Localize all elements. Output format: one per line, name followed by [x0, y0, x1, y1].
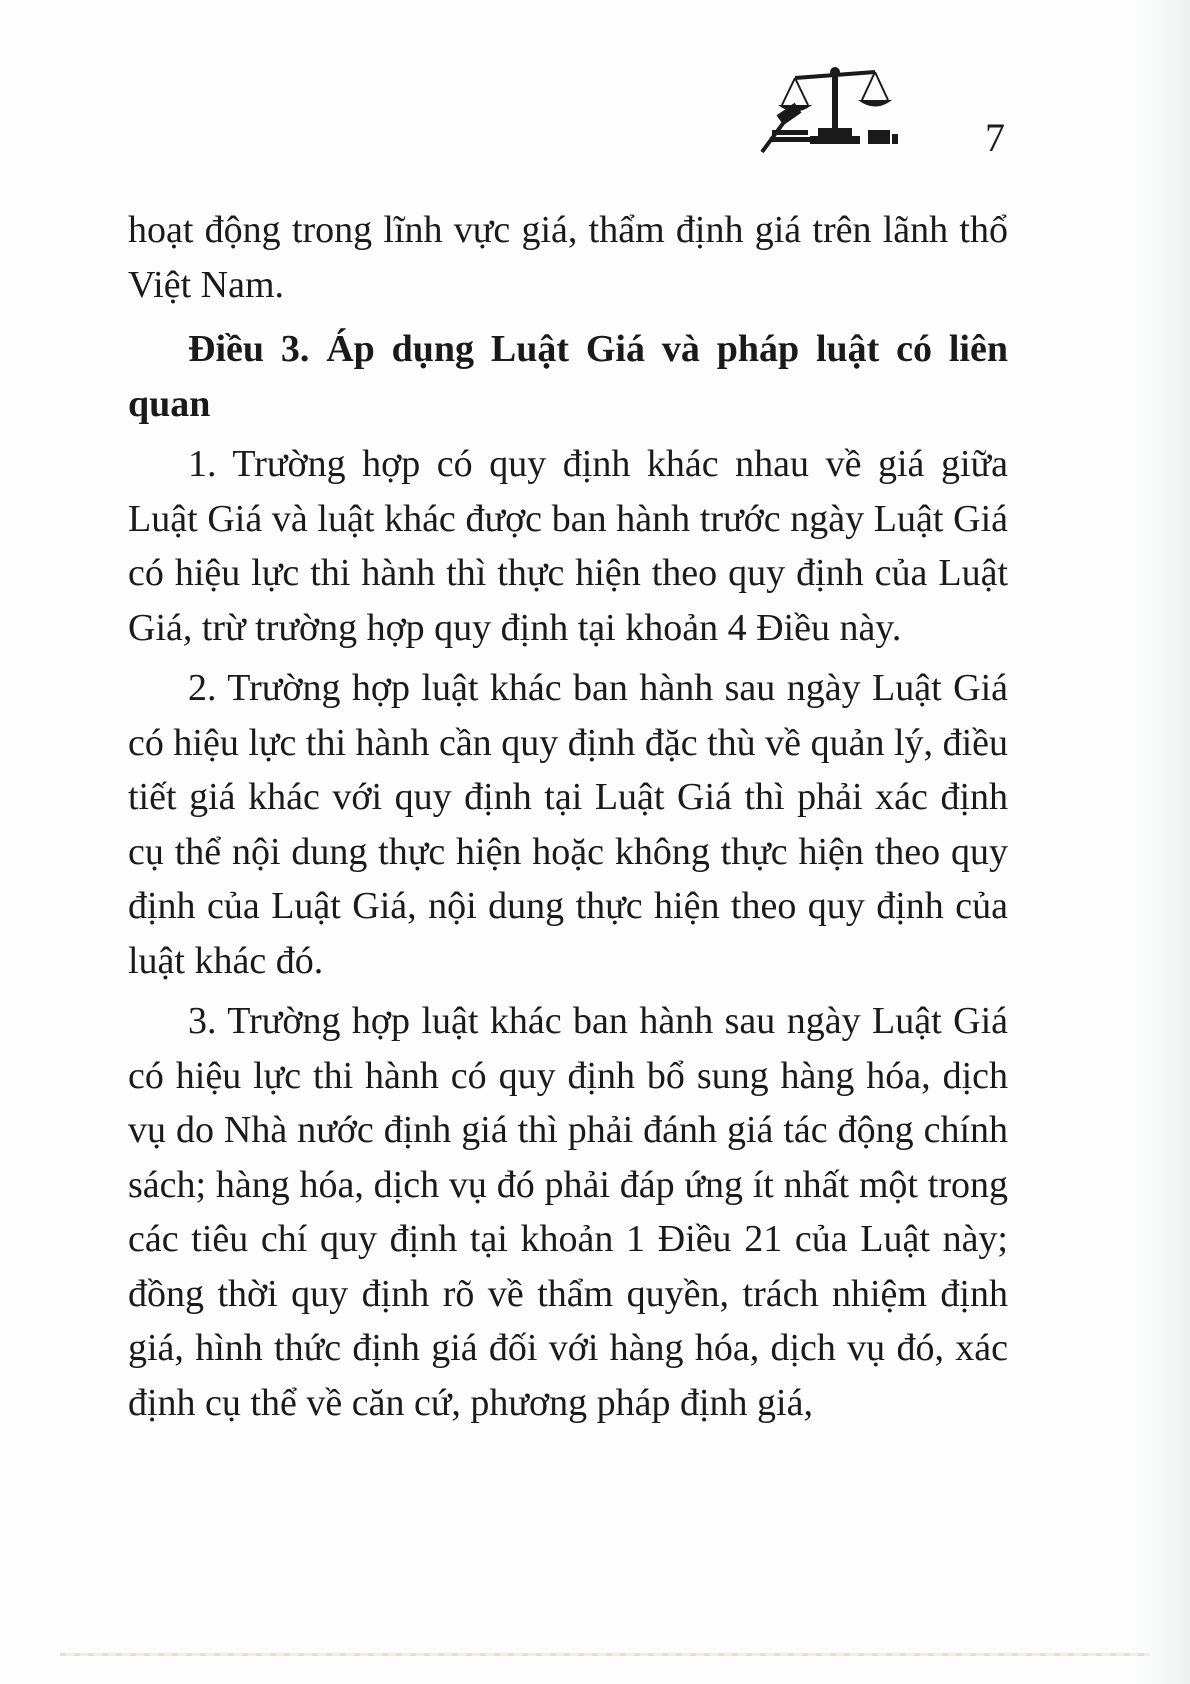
body-text — [128, 203, 1008, 1430]
scales-of-justice-and-gavel-icon — [760, 60, 910, 160]
paragraph-continuation: hoạt động trong lĩnh vực giá, thẩm định giá trên lãnh thổ Việt Nam. — [128, 209, 1008, 306]
clause-2: 2. Trường hợp luật khác ban hành sau ngày Luật Giá có hiệu lực thi hành cần quy định đặc thù về quản lý, điều tiết giá khác với quy định tại Luật Giá thì phải xác định cụ thể nội dung thực hiện hoặc không thực hiện theo quy định của Luật Giá, nội dung thực hiện theo quy định của luật khác đó. — [128, 667, 1008, 982]
page-edge-shadow — [1135, 0, 1190, 1684]
page-number: 7 — [985, 115, 1005, 160]
article-heading: Điều 3. Áp dụng Luật Giá và pháp luật có liên quan — [128, 328, 1008, 425]
clause-1: 1. Trường hợp có quy định khác nhau về giá giữa Luật Giá và luật khác được ban hành trước ngày Luật Giá có hiệu lực thi hành thì thực hiện theo quy định của Luật Giá, trừ trường hợp quy định tại khoản 4 Điều này. — [128, 443, 1008, 649]
clause-3: 3. Trường hợp luật khác ban hành sau ngày Luật Giá có hiệu lực thi hành có quy định bổ sung hàng hóa, dịch vụ do Nhà nước định giá thì phải đánh giá tác động chính sách; hàng hóa, dịch vụ đó phải đáp ứng ít nhất một trong các tiêu chí quy định tại khoản 1 Điều 21 của Luật này; đồng thời quy định rõ về thẩm quyền, trách nhiệm định giá, hình thức định giá đối với hàng hóa, dịch vụ đó, xác định cụ thể về căn cứ, phương pháp định giá, — [128, 1000, 1008, 1424]
page-bottom-border — [60, 1653, 1150, 1656]
